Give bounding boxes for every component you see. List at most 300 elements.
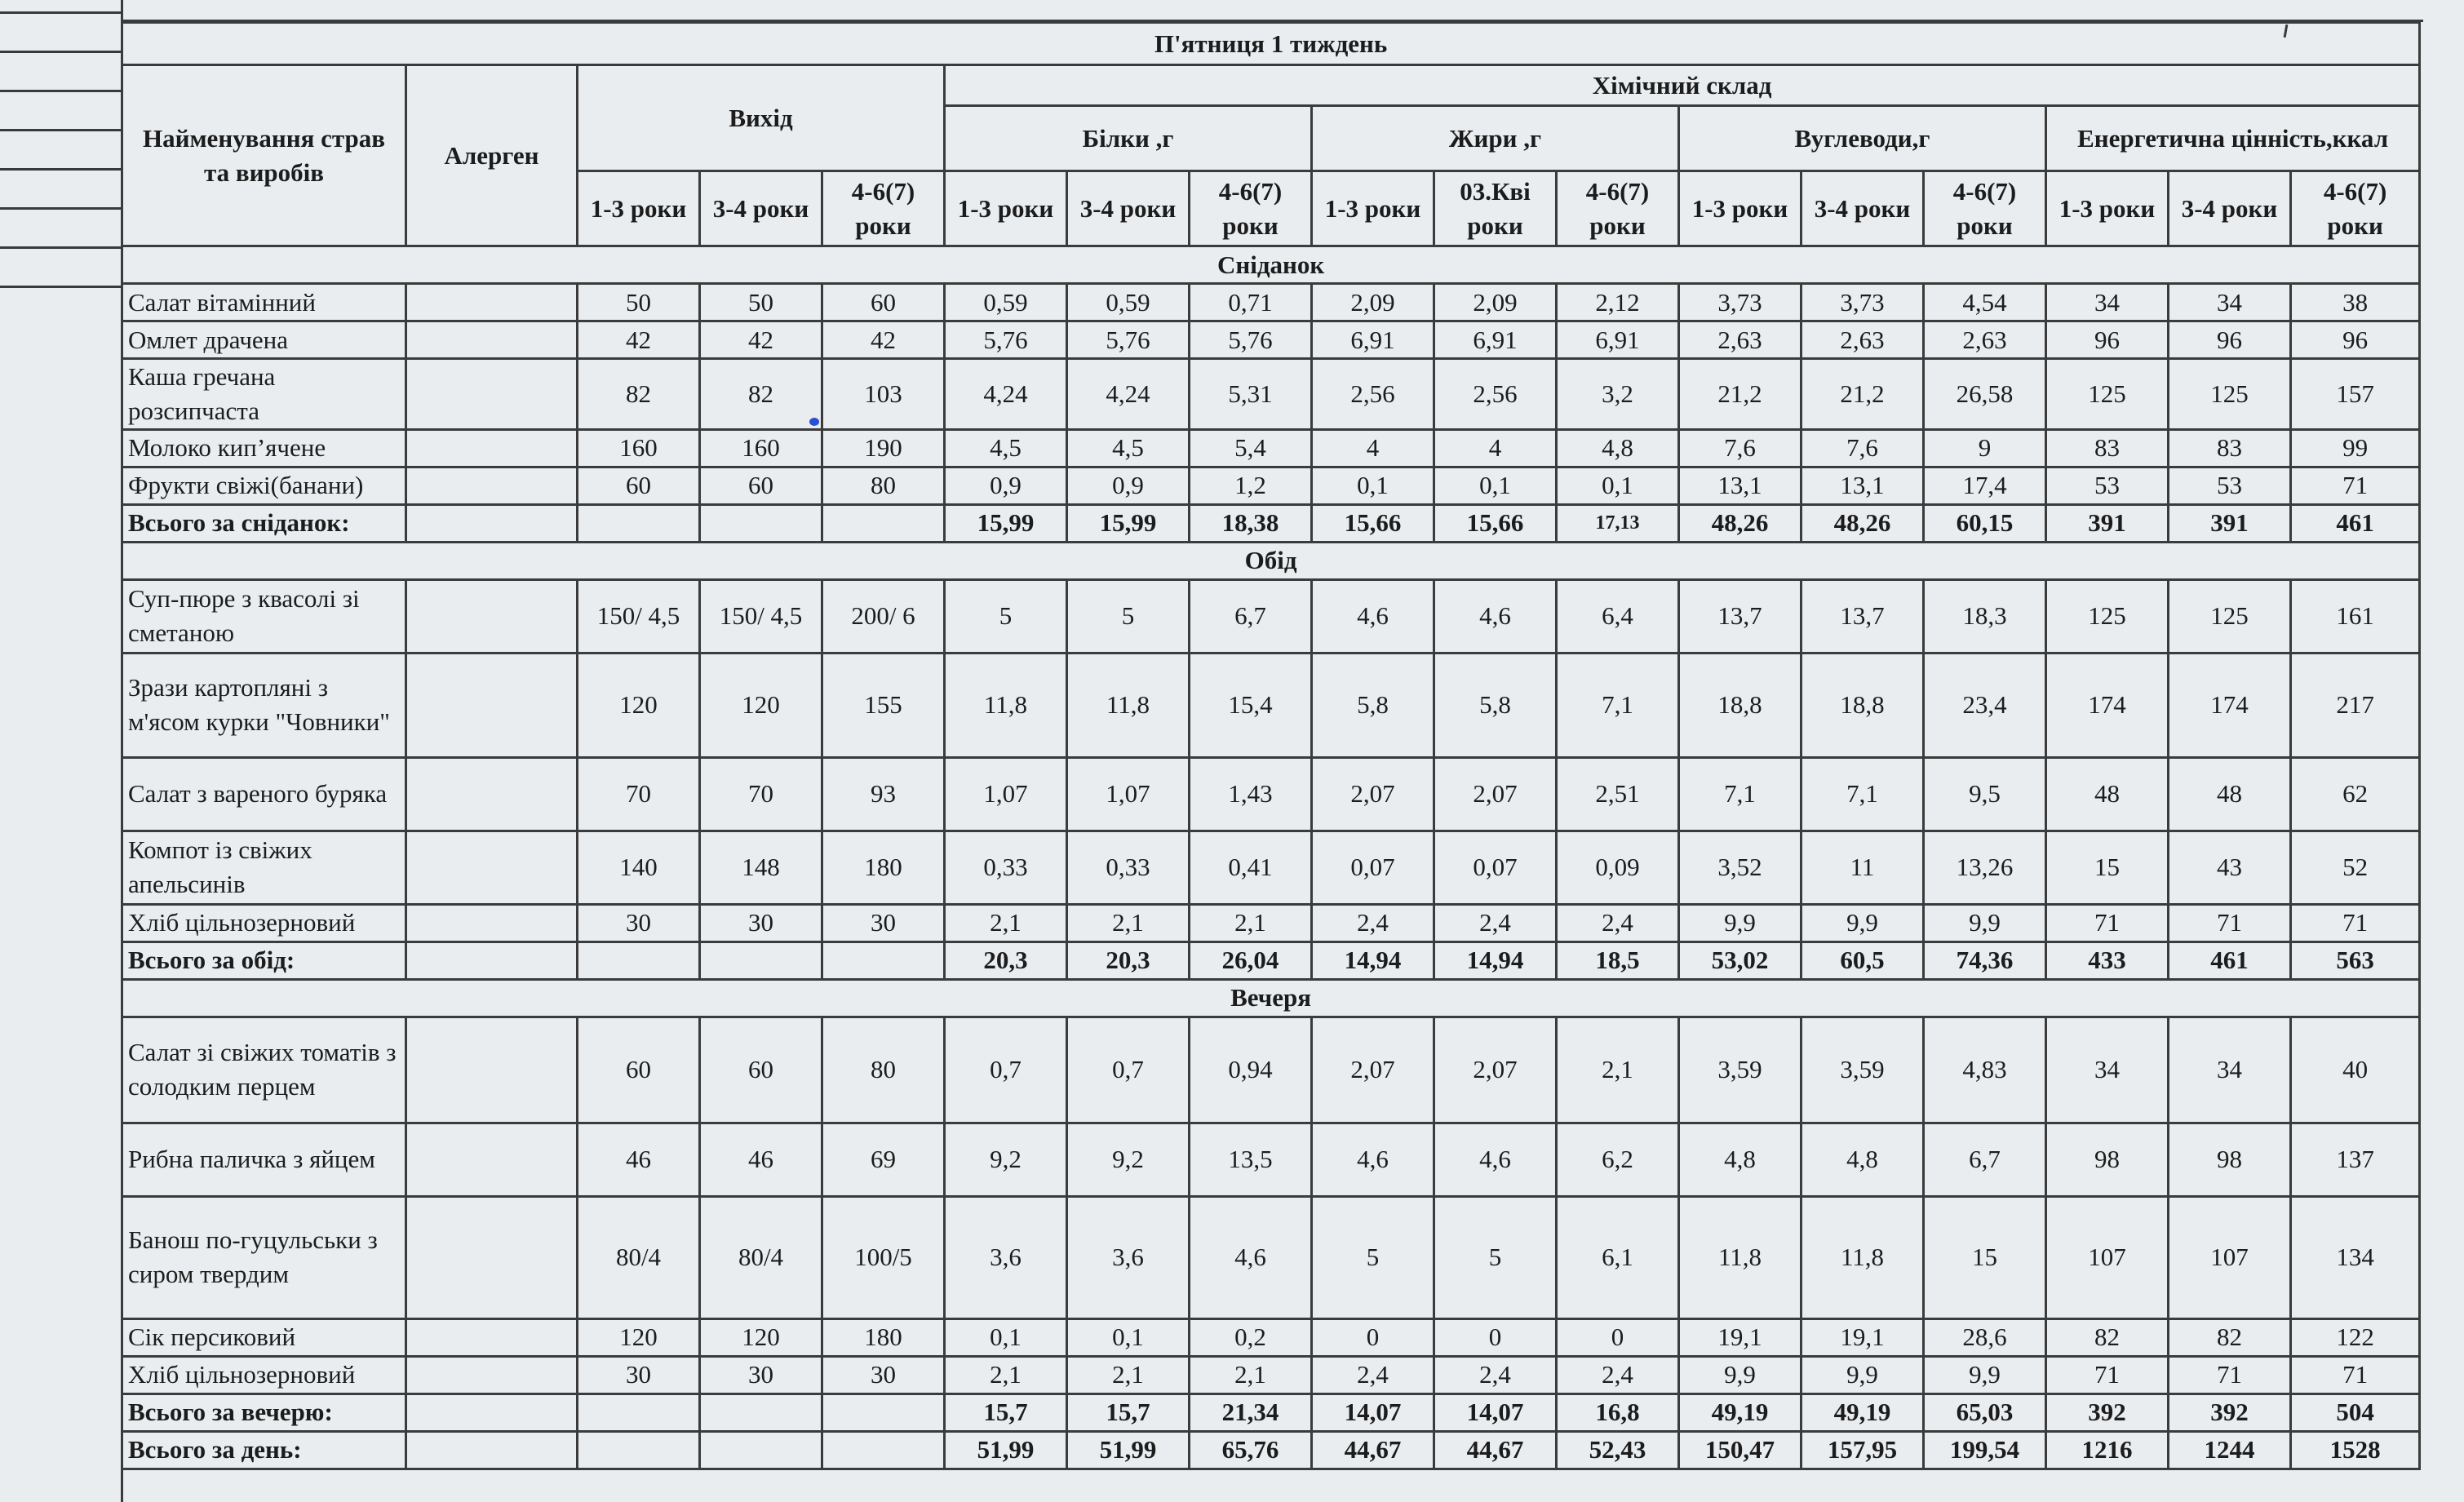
total-value-cell (822, 1393, 945, 1431)
dish-name: Салат з вареного буряка (122, 757, 406, 831)
dish-name: Хліб цільнозерновий (122, 1356, 406, 1393)
value-cell: 0,7 (945, 1017, 1067, 1123)
day-total-value-cell: 65,76 (1190, 1431, 1312, 1469)
value-cell: 0,41 (1190, 831, 1312, 904)
allergen-cell (406, 429, 578, 467)
header-dish-name: Найменування страв та виробів (122, 65, 406, 246)
value-cell: 0,1 (1434, 467, 1557, 504)
table-row (122, 359, 2420, 430)
dish-name: Зрази картопляні з м'ясом курки "Човники" (122, 653, 406, 757)
header-output-4-6: 4-6(7) роки (822, 171, 945, 246)
header-proteins: Білки ,г (945, 106, 1312, 171)
header-fats: Жири ,г (1312, 106, 1679, 171)
value-cell: 2,09 (1434, 284, 1557, 321)
value-cell: 4,54 (1924, 284, 2046, 321)
value-cell: 134 (2291, 1196, 2420, 1318)
value-cell: 34 (2046, 284, 2169, 321)
value-cell: 2,4 (1557, 1356, 1679, 1393)
total-label: Всього за сніданок: (122, 504, 406, 542)
value-cell: 6,91 (1312, 321, 1434, 359)
value-cell: 34 (2169, 284, 2291, 321)
total-value-cell: 392 (2046, 1393, 2169, 1431)
value-cell: 96 (2046, 321, 2169, 359)
value-cell: 4,6 (1434, 1123, 1557, 1196)
dish-name: Рибна паличка з яйцем (122, 1123, 406, 1196)
value-cell: 2,56 (1312, 359, 1434, 430)
value-cell: 0,59 (1067, 284, 1190, 321)
total-value-cell: 21,34 (1190, 1393, 1312, 1431)
page-title: П'ятниця 1 тиждень (122, 23, 2420, 65)
value-cell: 5,76 (945, 321, 1067, 359)
value-cell: 0,1 (945, 1318, 1067, 1356)
table-row (122, 1123, 2420, 1196)
header-proteins-3-4: 3-4 роки (1067, 171, 1190, 246)
value-cell: 11,8 (1067, 653, 1190, 757)
allergen-cell (406, 579, 578, 653)
value-cell: 7,1 (1557, 653, 1679, 757)
value-cell: 2,51 (1557, 757, 1679, 831)
day-total-value-cell (700, 1431, 822, 1469)
value-cell: 82 (2046, 1318, 2169, 1356)
total-value-cell (822, 504, 945, 542)
value-cell: 0 (1434, 1318, 1557, 1356)
section-header-row (122, 246, 2420, 284)
value-cell: 15 (1924, 1196, 2046, 1318)
header-chemical-composition: Хімічний склад (945, 65, 2420, 106)
total-value-cell: 49,19 (1801, 1393, 1924, 1431)
value-cell: 18,3 (1924, 579, 2046, 653)
value-cell: 13,7 (1801, 579, 1924, 653)
table-row (122, 653, 2420, 757)
value-cell: 2,07 (1434, 1017, 1557, 1123)
value-cell: 0 (1557, 1318, 1679, 1356)
total-value-cell (578, 504, 700, 542)
dish-name: Омлет драчена (122, 321, 406, 359)
allergen-cell (406, 321, 578, 359)
value-cell: 34 (2169, 1017, 2291, 1123)
value-cell: 120 (578, 1318, 700, 1356)
value-cell: 71 (2291, 904, 2420, 942)
value-cell: 19,1 (1801, 1318, 1924, 1356)
day-total-value-cell: 1216 (2046, 1431, 2169, 1469)
value-cell: 4,5 (945, 429, 1067, 467)
value-cell: 70 (578, 757, 700, 831)
value-cell: 9,9 (1924, 1356, 2046, 1393)
value-cell: 3,59 (1801, 1017, 1924, 1123)
value-cell: 13,7 (1679, 579, 1801, 653)
table-row (122, 429, 2420, 467)
value-cell: 9,5 (1924, 757, 2046, 831)
value-cell: 2,1 (1190, 904, 1312, 942)
value-cell: 13,5 (1190, 1123, 1312, 1196)
allergen-cell (406, 831, 578, 904)
total-value-cell: 14,94 (1434, 942, 1557, 979)
total-value-cell: 48,26 (1679, 504, 1801, 542)
total-value-cell: 53,02 (1679, 942, 1801, 979)
header-energy-3-4: 3-4 роки (2169, 171, 2291, 246)
value-cell: 96 (2169, 321, 2291, 359)
allergen-cell (406, 359, 578, 430)
value-cell: 9,9 (1924, 904, 2046, 942)
value-cell: 11 (1801, 831, 1924, 904)
dish-name: Салат зі свіжих томатів з солодким перцем (122, 1017, 406, 1123)
value-cell: 9 (1924, 429, 2046, 467)
value-cell: 0,33 (1067, 831, 1190, 904)
value-cell: 71 (2169, 904, 2291, 942)
value-cell: 1,07 (1067, 757, 1190, 831)
value-cell: 107 (2169, 1196, 2291, 1318)
value-cell: 180 (822, 831, 945, 904)
total-value-cell: 433 (2046, 942, 2169, 979)
header-energy-1-3: 1-3 роки (2046, 171, 2169, 246)
day-total-value-cell: 51,99 (1067, 1431, 1190, 1469)
total-label: Всього за обід: (122, 942, 406, 979)
day-total-row (122, 1431, 2420, 1469)
total-value-cell: 14,07 (1434, 1393, 1557, 1431)
value-cell: 125 (2169, 359, 2291, 430)
total-value-cell: 65,03 (1924, 1393, 2046, 1431)
value-cell: 4,5 (1067, 429, 1190, 467)
value-cell: 103 (822, 359, 945, 430)
value-cell: 174 (2169, 653, 2291, 757)
value-cell: 200/ 6 (822, 579, 945, 653)
value-cell: 3,52 (1679, 831, 1801, 904)
value-cell: 30 (822, 1356, 945, 1393)
day-total-value-cell: 1244 (2169, 1431, 2291, 1469)
value-cell: 4,8 (1557, 429, 1679, 467)
value-cell: 9,9 (1801, 904, 1924, 942)
value-cell: 6,7 (1190, 579, 1312, 653)
value-cell: 5,76 (1190, 321, 1312, 359)
header-output: Вихід (578, 65, 945, 171)
total-value-cell: 563 (2291, 942, 2420, 979)
allergen-cell (406, 1356, 578, 1393)
dish-name: Сік персиковий (122, 1318, 406, 1356)
value-cell: 0,71 (1190, 284, 1312, 321)
day-total-value-cell: 150,47 (1679, 1431, 1801, 1469)
value-cell: 3,59 (1679, 1017, 1801, 1123)
value-cell: 0 (1312, 1318, 1434, 1356)
dish-name: Каша гречана розсипчаста (122, 359, 406, 430)
value-cell: 6,91 (1557, 321, 1679, 359)
value-cell: 9,9 (1679, 904, 1801, 942)
value-cell: 71 (2291, 467, 2420, 504)
section-total-row (122, 1393, 2420, 1431)
value-cell: 11,8 (1801, 1196, 1924, 1318)
allergen-cell (406, 284, 578, 321)
value-cell: 70 (700, 757, 822, 831)
section-total-row (122, 942, 2420, 979)
total-value-cell: 15,7 (945, 1393, 1067, 1431)
value-cell: 80 (822, 1017, 945, 1123)
value-cell: 42 (578, 321, 700, 359)
value-cell: 0,59 (945, 284, 1067, 321)
total-value-cell: 20,3 (1067, 942, 1190, 979)
value-cell: 60 (822, 284, 945, 321)
allergen-cell (406, 1318, 578, 1356)
header-proteins-4-6: 4-6(7) роки (1190, 171, 1312, 246)
dish-name: Компот із свіжих апельсинів (122, 831, 406, 904)
header-energy-4-6: 4-6(7) роки (2291, 171, 2420, 246)
value-cell: 96 (2291, 321, 2420, 359)
allergen-cell (406, 653, 578, 757)
value-cell: 43 (2169, 831, 2291, 904)
table-row (122, 579, 2420, 653)
value-cell: 2,07 (1434, 757, 1557, 831)
value-cell: 150/ 4,5 (700, 579, 822, 653)
value-cell: 120 (700, 1318, 822, 1356)
total-value-cell: 15,66 (1312, 504, 1434, 542)
value-cell: 13,1 (1679, 467, 1801, 504)
value-cell: 99 (2291, 429, 2420, 467)
value-cell: 2,4 (1434, 1356, 1557, 1393)
value-cell: 71 (2046, 1356, 2169, 1393)
value-cell: 6,1 (1557, 1196, 1679, 1318)
value-cell: 48 (2169, 757, 2291, 831)
value-cell: 80/4 (700, 1196, 822, 1318)
total-value-cell: 17,13 (1557, 504, 1679, 542)
total-value-cell: 48,26 (1801, 504, 1924, 542)
value-cell: 2,1 (1190, 1356, 1312, 1393)
menu-table-body (122, 246, 2420, 1469)
total-value-cell: 461 (2291, 504, 2420, 542)
value-cell: 53 (2046, 467, 2169, 504)
dish-name: Молоко кип’ячене (122, 429, 406, 467)
total-value-cell: 461 (2169, 942, 2291, 979)
header-energy: Енергетична цінність,ккал (2046, 106, 2420, 171)
value-cell: 125 (2046, 359, 2169, 430)
value-cell: 148 (700, 831, 822, 904)
value-cell: 5 (1312, 1196, 1434, 1318)
value-cell: 120 (700, 653, 822, 757)
value-cell: 26,58 (1924, 359, 2046, 430)
value-cell: 2,4 (1312, 904, 1434, 942)
table-row (122, 1356, 2420, 1393)
value-cell: 4,8 (1679, 1123, 1801, 1196)
value-cell: 6,91 (1434, 321, 1557, 359)
value-cell: 0,1 (1557, 467, 1679, 504)
value-cell: 125 (2046, 579, 2169, 653)
value-cell: 2,4 (1557, 904, 1679, 942)
total-label: Всього за вечерю: (122, 1393, 406, 1431)
header-carbs: Вуглеводи,г (1679, 106, 2046, 171)
value-cell: 140 (578, 831, 700, 904)
section-title: Вечеря (122, 979, 2420, 1017)
total-value-cell: 18,38 (1190, 504, 1312, 542)
table-row (122, 831, 2420, 904)
value-cell: 6,4 (1557, 579, 1679, 653)
value-cell: 5 (1434, 1196, 1557, 1318)
value-cell: 122 (2291, 1318, 2420, 1356)
value-cell: 0,33 (945, 831, 1067, 904)
value-cell: 180 (822, 1318, 945, 1356)
day-total-value-cell: 44,67 (1434, 1431, 1557, 1469)
day-total-value-cell (822, 1431, 945, 1469)
value-cell: 5,4 (1190, 429, 1312, 467)
value-cell: 150/ 4,5 (578, 579, 700, 653)
value-cell: 82 (578, 359, 700, 430)
value-cell: 0,1 (1067, 1318, 1190, 1356)
total-value-cell: 14,94 (1312, 942, 1434, 979)
value-cell: 13,26 (1924, 831, 2046, 904)
value-cell: 9,2 (945, 1123, 1067, 1196)
table-row (122, 1196, 2420, 1318)
value-cell: 2,63 (1679, 321, 1801, 359)
day-total-value-cell: 157,95 (1801, 1431, 1924, 1469)
value-cell: 7,1 (1801, 757, 1924, 831)
value-cell: 155 (822, 653, 945, 757)
value-cell: 0,7 (1067, 1017, 1190, 1123)
table-row (122, 284, 2420, 321)
value-cell: 7,1 (1679, 757, 1801, 831)
table-row (122, 467, 2420, 504)
value-cell: 2,07 (1312, 1017, 1434, 1123)
value-cell: 9,9 (1801, 1356, 1924, 1393)
value-cell: 60 (578, 1017, 700, 1123)
menu-table (121, 21, 2421, 1470)
value-cell: 4,83 (1924, 1017, 2046, 1123)
total-value-cell: 391 (2046, 504, 2169, 542)
value-cell: 0,2 (1190, 1318, 1312, 1356)
value-cell: 28,6 (1924, 1318, 2046, 1356)
value-cell: 38 (2291, 284, 2420, 321)
total-value-cell (700, 942, 822, 979)
value-cell: 60 (700, 1017, 822, 1123)
dish-name: Хліб цільнозерновий (122, 904, 406, 942)
value-cell: 3,73 (1801, 284, 1924, 321)
value-cell: 2,12 (1557, 284, 1679, 321)
value-cell: 11,8 (945, 653, 1067, 757)
value-cell: 190 (822, 429, 945, 467)
value-cell: 60 (700, 467, 822, 504)
value-cell: 46 (578, 1123, 700, 1196)
value-cell: 217 (2291, 653, 2420, 757)
value-cell: 0,9 (1067, 467, 1190, 504)
value-cell: 0,07 (1312, 831, 1434, 904)
section-header-row (122, 542, 2420, 579)
value-cell: 23,4 (1924, 653, 2046, 757)
value-cell: 2,4 (1434, 904, 1557, 942)
value-cell: 4,6 (1312, 1123, 1434, 1196)
total-value-cell: 26,04 (1190, 942, 1312, 979)
margin-ruled-lines (0, 0, 122, 1502)
value-cell: 30 (578, 1356, 700, 1393)
total-value-cell (700, 504, 822, 542)
value-cell: 21,2 (1801, 359, 1924, 430)
section-header-row (122, 979, 2420, 1017)
value-cell: 5,76 (1067, 321, 1190, 359)
total-value-cell: 504 (2291, 1393, 2420, 1431)
value-cell: 19,1 (1679, 1318, 1801, 1356)
value-cell: 71 (2169, 1356, 2291, 1393)
day-total-label: Всього за день: (122, 1431, 406, 1469)
total-value-cell: 15,7 (1067, 1393, 1190, 1431)
value-cell: 2,1 (945, 904, 1067, 942)
header-carbs-1-3: 1-3 роки (1679, 171, 1801, 246)
value-cell: 21,2 (1679, 359, 1801, 430)
value-cell: 30 (822, 904, 945, 942)
header-allergen: Алерген (406, 65, 578, 246)
value-cell: 50 (578, 284, 700, 321)
value-cell: 11,8 (1679, 1196, 1801, 1318)
section-title: Обід (122, 542, 2420, 579)
value-cell: 2,07 (1312, 757, 1434, 831)
table-row (122, 321, 2420, 359)
value-cell: 3,73 (1679, 284, 1801, 321)
value-cell: 160 (700, 429, 822, 467)
value-cell: 5 (1067, 579, 1190, 653)
value-cell: 83 (2046, 429, 2169, 467)
dish-name: Банош по-гуцульськи з сиром твердим (122, 1196, 406, 1318)
header-fats-1-3: 1-3 роки (1312, 171, 1434, 246)
value-cell: 18,8 (1801, 653, 1924, 757)
total-value-cell: 20,3 (945, 942, 1067, 979)
header-fats-3-4: 03.Кві роки (1434, 171, 1557, 246)
value-cell: 0,1 (1312, 467, 1434, 504)
allergen-cell (406, 1017, 578, 1123)
value-cell: 7,6 (1679, 429, 1801, 467)
section-total-row (122, 504, 2420, 542)
empty-cell (406, 504, 578, 542)
header-carbs-3-4: 3-4 роки (1801, 171, 1924, 246)
empty-cell (406, 1431, 578, 1469)
day-total-value-cell: 199,54 (1924, 1431, 2046, 1469)
value-cell: 17,4 (1924, 467, 2046, 504)
value-cell: 2,63 (1924, 321, 2046, 359)
value-cell: 2,4 (1312, 1356, 1434, 1393)
value-cell: 82 (700, 359, 822, 430)
total-value-cell: 74,36 (1924, 942, 2046, 979)
value-cell: 2,1 (1067, 904, 1190, 942)
table-row (122, 757, 2420, 831)
empty-cell (406, 942, 578, 979)
value-cell: 100/5 (822, 1196, 945, 1318)
total-value-cell (578, 942, 700, 979)
value-cell: 42 (822, 321, 945, 359)
value-cell: 60 (578, 467, 700, 504)
total-value-cell: 391 (2169, 504, 2291, 542)
dish-name: Салат вітамінний (122, 284, 406, 321)
value-cell: 9,2 (1067, 1123, 1190, 1196)
value-cell: 5 (945, 579, 1067, 653)
total-value-cell: 49,19 (1679, 1393, 1801, 1431)
value-cell: 80/4 (578, 1196, 700, 1318)
value-cell: 6,2 (1557, 1123, 1679, 1196)
table-row (122, 1017, 2420, 1123)
value-cell: 34 (2046, 1017, 2169, 1123)
value-cell: 0,07 (1434, 831, 1557, 904)
value-cell: 30 (578, 904, 700, 942)
total-value-cell: 14,07 (1312, 1393, 1434, 1431)
value-cell: 6,7 (1924, 1123, 2046, 1196)
total-value-cell: 60,15 (1924, 504, 2046, 542)
value-cell: 93 (822, 757, 945, 831)
total-value-cell: 15,99 (945, 504, 1067, 542)
total-value-cell: 16,8 (1557, 1393, 1679, 1431)
value-cell: 0,9 (945, 467, 1067, 504)
value-cell: 137 (2291, 1123, 2420, 1196)
total-value-cell: 60,5 (1801, 942, 1924, 979)
header-output-3-4: 3-4 роки (700, 171, 822, 246)
value-cell: 62 (2291, 757, 2420, 831)
value-cell: 161 (2291, 579, 2420, 653)
total-value-cell: 15,99 (1067, 504, 1190, 542)
value-cell: 46 (700, 1123, 822, 1196)
allergen-cell (406, 1123, 578, 1196)
value-cell: 2,1 (1067, 1356, 1190, 1393)
value-cell: 157 (2291, 359, 2420, 430)
header-output-1-3: 1-3 роки (578, 171, 700, 246)
